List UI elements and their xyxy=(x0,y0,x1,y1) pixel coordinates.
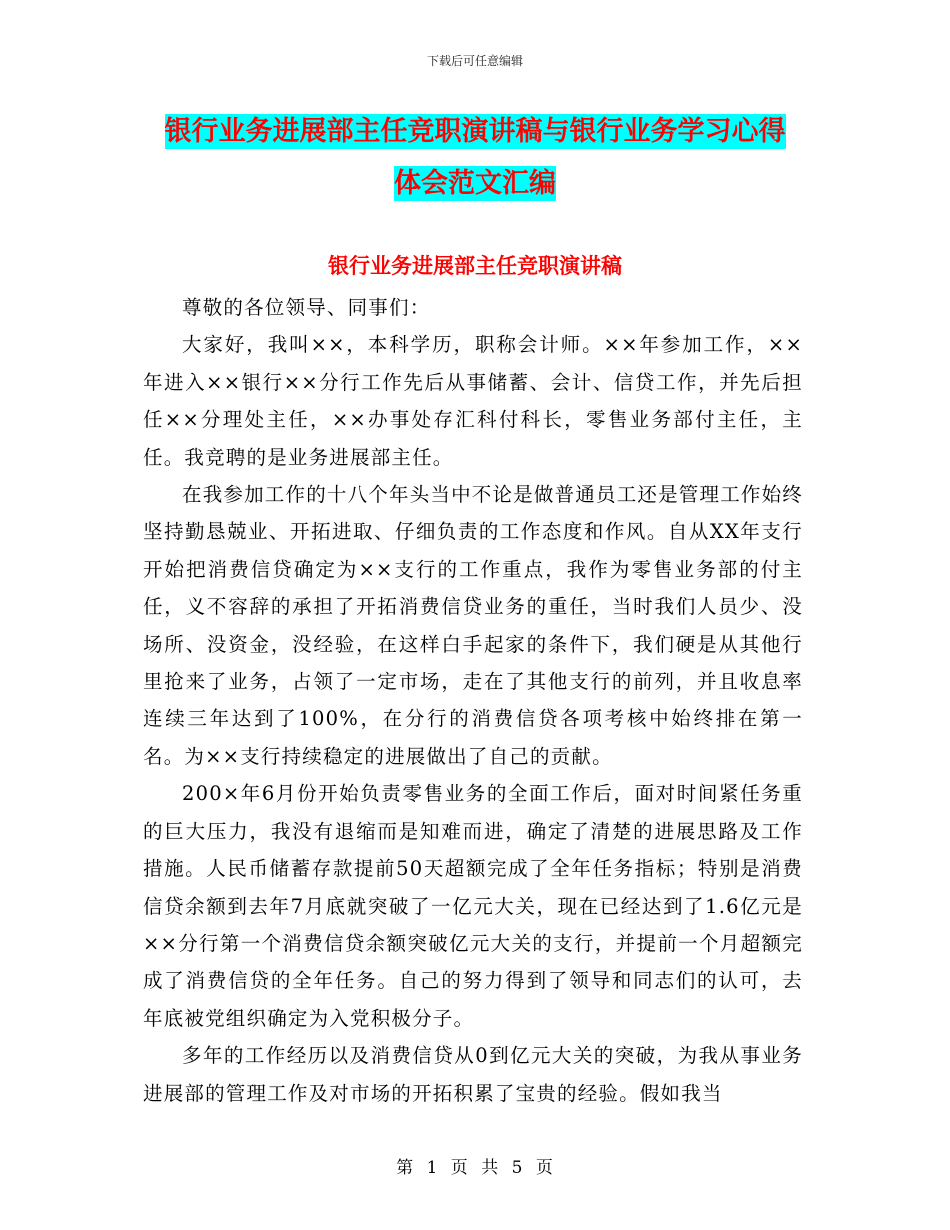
paragraph-achievements: 200×年6月份开始负责零售业务的全面工作后，面对时间紧任务重的巨大压力，我没有退缩而是知难而进，确定了清楚的进展思路及工作措施。人民币储蓄存款提前50天超额完成了全年任务指标；特别是消费信贷余额到去年7月底就突破了一亿元大关，现在已经达到了1.6亿元是××分行第一个消费信贷余额突破亿元大关的支行，并提前一个月超额完成了消费信贷的全年任务。自己的努力得到了领导和同志们的认可，去年底被党组织确定为入党积极分子。 xyxy=(143,782,803,1030)
header-note: 下载后可任意编辑 xyxy=(426,54,523,68)
footer-total-prefix: 共 xyxy=(481,1158,500,1178)
document-title xyxy=(140,106,810,210)
paragraph-work-attitude: 在我参加工作的十八个年头当中不论是做普通员工还是管理工作始终坚持勤恳兢业、开拓进取、仔细负责的工作态度和作风。自从XX年支行开始把消费信贷确定为××支行的工作重点，我作为零售业务部的付主任，义不容辞的承担了开拓消费信贷业务的重任，当时我们人员少、没场所、没资金，没经验，在这样白手起家的条件下，我们硬是从其他行里抢来了业务，占领了一定市场，走在了其他支行的前列，并且收息率连续三年达到了100%，在分行的消费信贷各项考核中始终排在第一名。为××支行持续稳定的进展做出了自己的贡献。 xyxy=(143,483,804,768)
document-title-line-1: 银行业务进展部主任竞职演讲稿与银行业务学习心得 xyxy=(164,116,786,147)
footer-page-label: 页 xyxy=(450,1158,469,1178)
footer-suffix: 页 xyxy=(535,1158,554,1178)
document-title-line-2: 体会范文汇编 xyxy=(394,168,556,199)
paragraph-salutation: 尊敬的各位领导、同事们： xyxy=(182,296,431,319)
footer-prefix: 第 xyxy=(396,1158,415,1178)
paragraph-experience: 多年的工作经历以及消费信贷从0到亿元大关的突破，为我从事业务进展部的管理工作及对市场的开拓积累了宝贵的经验。假如我当 xyxy=(143,1044,803,1105)
paragraph-introduction: 大家好，我叫××，本科学历，职称会计师。××年参加工作，××年进入××银行××分行工作先后从事储蓄、会计、信贷工作，并先后担任××分理处主任，××办事处存汇科付科长，零售业务部付主任，主任。我竞聘的是业务进展部主任。 xyxy=(143,333,803,469)
footer-current-page: 1 xyxy=(426,1158,439,1178)
body-text xyxy=(143,289,803,1112)
footer-total-pages: 5 xyxy=(511,1158,524,1178)
section-title: 银行业务进展部主任竞职演讲稿 xyxy=(328,254,622,278)
page-footer xyxy=(0,1153,950,1178)
